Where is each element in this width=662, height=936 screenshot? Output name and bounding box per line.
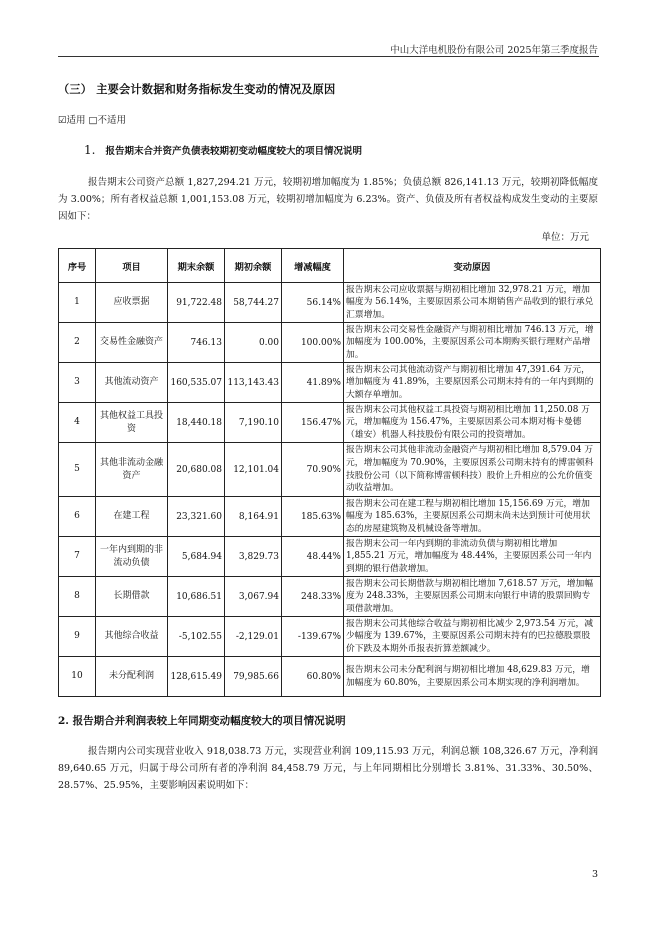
row-item: 在建工程 [96, 497, 168, 537]
table-row [59, 577, 601, 617]
row-ending-balance: -5,102.55 [168, 617, 225, 657]
row-reason: 报告期末公司一年内到期的非流动负债与期初相比增加 1,855.21 万元，增加幅度为 48.44%，主要原因系公司一年内到期的银行借款增加。 [344, 537, 601, 577]
table-header-row [59, 249, 601, 283]
row-reason: 报告期末公司长期借款与期初相比增加 7,618.57 万元，增加幅度为 248.33%，主要原因系公司期末向银行申请的股票回购专项借款增加。 [344, 577, 601, 617]
row-reason: 报告期末公司未分配利润与期初相比增加 48,629.83 万元，增加幅度为 60.80%，主要原因系公司本期实现的净利润增加。 [344, 657, 601, 697]
row-no: 8 [59, 577, 96, 617]
row-item: 长期借款 [96, 577, 168, 617]
row-change-rate: 100.00% [282, 323, 344, 363]
row-no: 4 [59, 403, 96, 443]
table-row [59, 403, 601, 443]
table-row [59, 443, 601, 497]
row-change-rate: 60.80% [282, 657, 344, 697]
row-no: 6 [59, 497, 96, 537]
row-change-rate: 56.14% [282, 283, 344, 323]
row-item: 交易性金融资产 [96, 323, 168, 363]
applicability-checkbox: ☑适用 □不适用 [58, 115, 127, 126]
row-change-rate: 70.90% [282, 443, 344, 497]
row-beginning-balance: 3,829.73 [225, 537, 282, 577]
header-item: 项目 [96, 249, 168, 283]
balance-sheet-summary-paragraph: 报告期末公司资产总额 1,827,294.21 万元，较期初增加幅度为 1.85%；负债总额 826,141.13 万元，较期初降低幅度为 3.00%；所有者权益总额 1,001,153.08 万元，较期初增加幅度为 6.23%。资产、负债及所有者权益构成发生变动的主要原因如下： [58, 177, 598, 222]
row-item: 其他非流动金融资产 [96, 443, 168, 497]
row-beginning-balance: 8,164.91 [225, 497, 282, 537]
subsection-1-heading [84, 143, 362, 157]
table-row [59, 363, 601, 403]
row-item: 应收票据 [96, 283, 168, 323]
row-ending-balance: 10,686.51 [168, 577, 225, 617]
row-reason: 报告期末公司其他权益工具投资与期初相比增加 11,250.08 万元，增加幅度为 156.47%，主要原因系公司本期对梅卡曼德（雄安）机器人科技股份有限公司的投资增加。 [344, 403, 601, 443]
row-no: 2 [59, 323, 96, 363]
row-ending-balance: 5,684.94 [168, 537, 225, 577]
row-no: 3 [59, 363, 96, 403]
income-statement-summary-paragraph: 报告期内公司实现营业收入 918,038.73 万元，实现营业利润 109,115.93 万元，利润总额 108,326.67 万元，净利润 89,640.65 万元，归属于母公司所有者的净利润 84,458.79 万元，与上年同期相比分别增长 3.81%、31.33%、30.50%、28.57%、25.95%，主要影响因素说明如下： [58, 746, 598, 791]
section-title: （三） 主要会计数据和财务指标发生变动的情况及原因 [58, 82, 336, 96]
row-reason: 报告期末公司应收票据与期初相比增加 32,978.21 万元，增加幅度为 56.14%，主要原因系公司本期销售产品收到的银行承兑汇票增加。 [344, 283, 601, 323]
subsection-1-number: 1. [84, 143, 96, 157]
row-beginning-balance: 12,101.04 [225, 443, 282, 497]
row-beginning-balance: 113,143.43 [225, 363, 282, 403]
row-beginning-balance: 0.00 [225, 323, 282, 363]
row-no: 1 [59, 283, 96, 323]
subsection-2-heading: 2. 报告期合并利润表较上年同期变动幅度较大的项目情况说明 [58, 715, 346, 727]
row-no: 7 [59, 537, 96, 577]
row-item: 其他综合收益 [96, 617, 168, 657]
header-divider [58, 56, 599, 57]
row-reason: 报告期末公司其他非流动金融资产与期初相比增加 8,579.04 万元，增加幅度为 70.90%，主要原因系公司期末持有的博雷顿科技股份公司（以下简称博雷顿科技）股价上升相应的公允价值变动收益增加。 [344, 443, 601, 497]
row-beginning-balance: 7,190.10 [225, 403, 282, 443]
row-change-rate: 185.63% [282, 497, 344, 537]
table-row [59, 617, 601, 657]
row-change-rate: 41.89% [282, 363, 344, 403]
table-row [59, 283, 601, 323]
row-reason: 报告期末公司其他流动资产与期初相比增加 47,391.64 万元，增加幅度为 41.89%，主要原因系公司期末持有的一年内到期的大额存单增加。 [344, 363, 601, 403]
row-change-rate: 156.47% [282, 403, 344, 443]
subsection-1-title: 报告期末合并资产负债表较期初变动幅度较大的项目情况说明 [105, 146, 362, 157]
header-beginning-balance: 期初余额 [225, 249, 282, 283]
row-ending-balance: 128,615.49 [168, 657, 225, 697]
row-ending-balance: 18,440.18 [168, 403, 225, 443]
page-number: 3 [592, 869, 599, 880]
row-ending-balance: 746.13 [168, 323, 225, 363]
row-beginning-balance: -2,129.01 [225, 617, 282, 657]
table-row [59, 537, 601, 577]
table-row [59, 657, 601, 697]
row-item: 其他权益工具投资 [96, 403, 168, 443]
row-no: 5 [59, 443, 96, 497]
row-item: 一年内到期的非流动负债 [96, 537, 168, 577]
row-beginning-balance: 79,985.66 [225, 657, 282, 697]
row-item: 未分配利润 [96, 657, 168, 697]
row-reason: 报告期末公司交易性金融资产与期初相比增加 746.13 万元，增加幅度为 100.00%，主要原因系公司本期购买银行理财产品增加。 [344, 323, 601, 363]
row-no: 10 [59, 657, 96, 697]
header-change-rate: 增减幅度 [282, 249, 344, 283]
header-reason: 变动原因 [344, 249, 601, 283]
row-change-rate: 48.44% [282, 537, 344, 577]
table-row [59, 497, 601, 537]
row-reason: 报告期末公司其他综合收益与期初相比减少 2,973.54 万元，减少幅度为 139.67%，主要原因系公司期末持有的巴拉德股票股价下跌及本期外币报表折算差额减少。 [344, 617, 601, 657]
table-row [59, 323, 601, 363]
header-no: 序号 [59, 249, 96, 283]
row-no: 9 [59, 617, 96, 657]
row-beginning-balance: 58,744.27 [225, 283, 282, 323]
row-reason: 报告期末公司在建工程与期初相比增加 15,156.69 万元，增加幅度为 185.63%，主要原因系公司期末尚未达到预计可使用状态的房屋建筑物及机械设备等增加。 [344, 497, 601, 537]
page-header: 中山大洋电机股份有限公司 2025年第三季度报告 [390, 45, 598, 56]
row-change-rate: -139.67% [282, 617, 344, 657]
row-ending-balance: 23,321.60 [168, 497, 225, 537]
row-beginning-balance: 3,067.94 [225, 577, 282, 617]
row-change-rate: 248.33% [282, 577, 344, 617]
row-ending-balance: 91,722.48 [168, 283, 225, 323]
row-item: 其他流动资产 [96, 363, 168, 403]
balance-sheet-changes-table [58, 248, 601, 697]
unit-label: 单位：万元 [541, 232, 589, 243]
row-ending-balance: 160,535.07 [168, 363, 225, 403]
header-ending-balance: 期末余额 [168, 249, 225, 283]
row-ending-balance: 20,680.08 [168, 443, 225, 497]
